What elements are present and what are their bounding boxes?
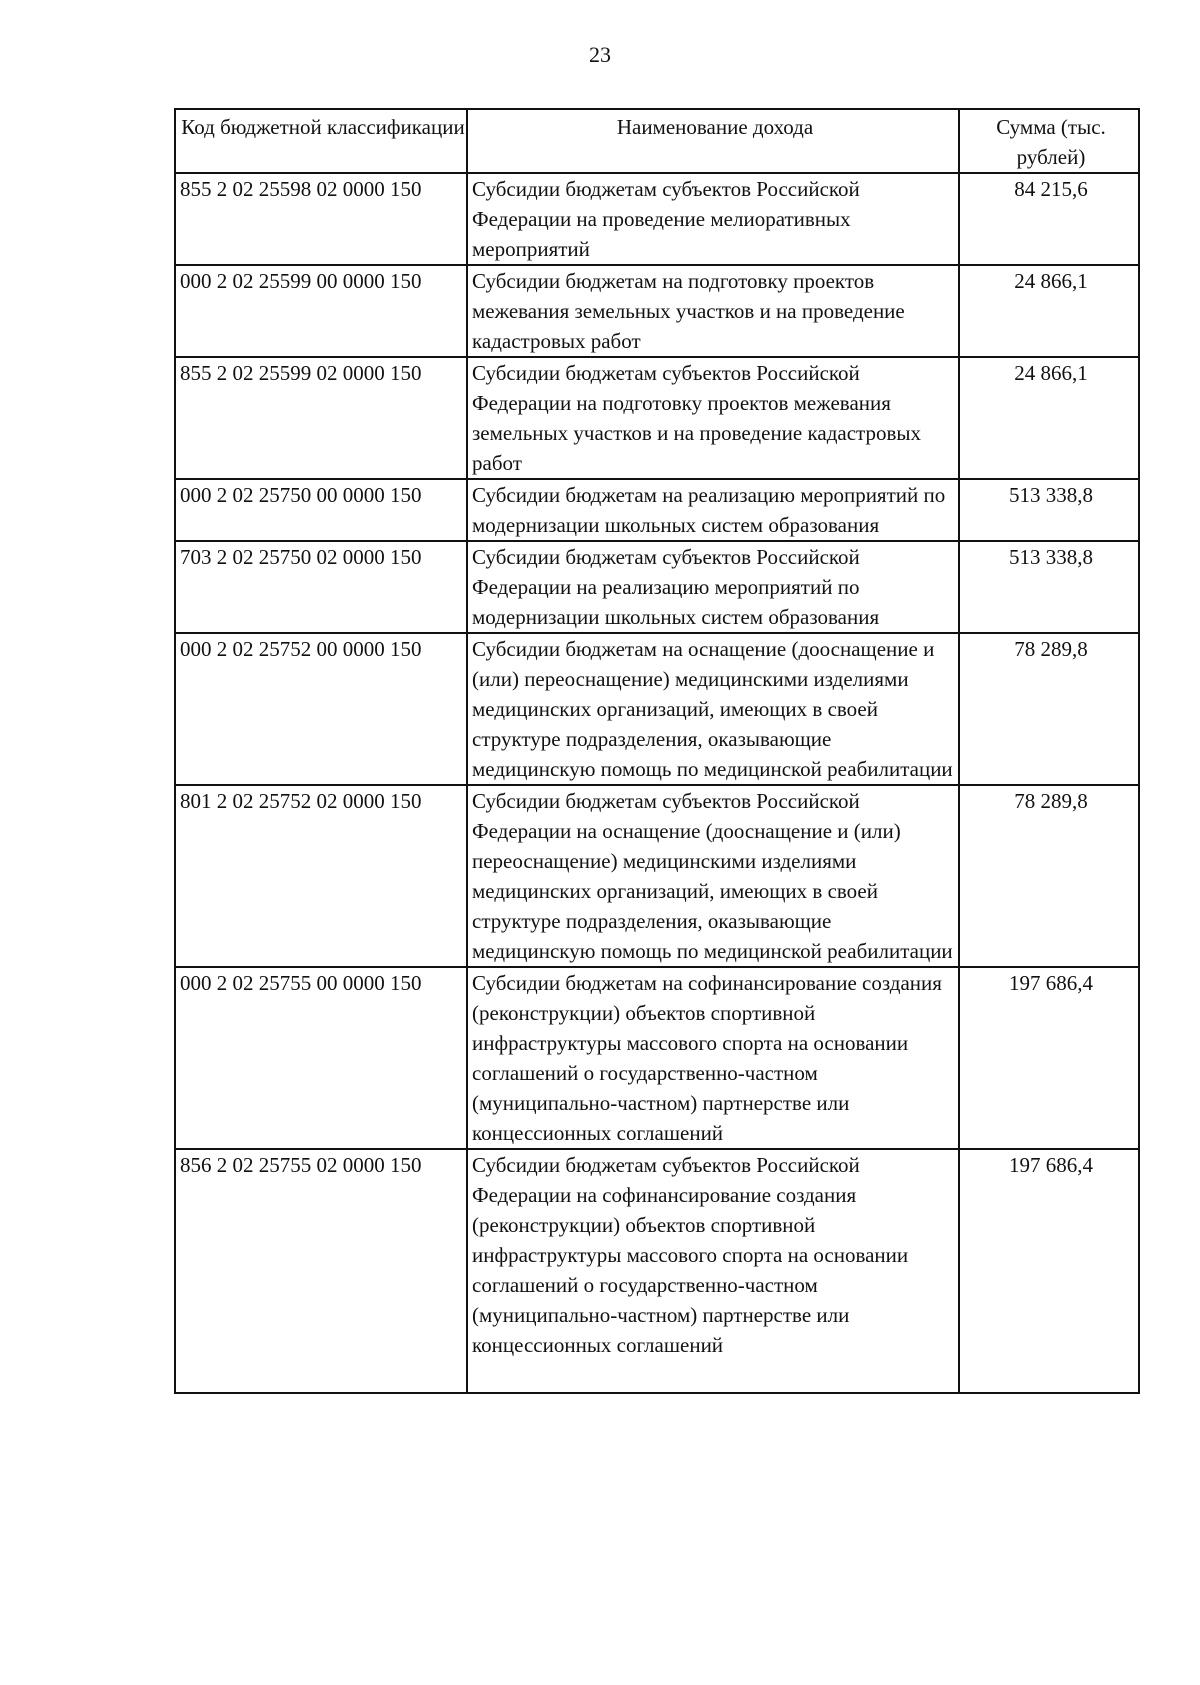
row-name: Субсидии бюджетам на реализацию мероприятий по модернизации школьных систем образования [467,479,959,541]
row-code: 000 2 02 25750 00 0000 150 [175,479,467,541]
row-name: Субсидии бюджетам субъектов Российской Федерации на софинансирование создания (реконструкции) объектов спортивной инфраструктуры массового спорта на основании соглашений о государственно-частном (муниципально-частном) партнерстве или концессионных соглашений [467,1149,959,1393]
row-name: Субсидии бюджетам субъектов Российской Федерации на проведение мелиоративных мероприятий [467,173,959,265]
table-row [175,479,1139,541]
table-row [175,357,1139,479]
row-sum: 197 686,4 [959,967,1139,1149]
row-name: Субсидии бюджетам субъектов Российской Федерации на подготовку проектов межевания земельных участков и на проведение кадастровых работ [467,357,959,479]
table-row [175,265,1139,357]
row-sum: 84 215,6 [959,173,1139,265]
table-row [175,1149,1139,1393]
row-sum: 197 686,4 [959,1149,1139,1393]
table-row [175,633,1139,785]
row-code: 855 2 02 25599 02 0000 150 [175,357,467,479]
table-header-row [175,109,1139,173]
table-row [175,173,1139,265]
row-code: 801 2 02 25752 02 0000 150 [175,785,467,967]
budget-table [174,108,1140,1394]
row-code: 000 2 02 25599 00 0000 150 [175,265,467,357]
row-sum: 24 866,1 [959,357,1139,479]
row-name: Субсидии бюджетам субъектов Российской Федерации на оснащение (дооснащение и (или) переоснащение) медицинскими изделиями медицинских организаций, имеющих в своей структуре подразделения, оказывающие медицинскую помощь по медицинской реабилитации [467,785,959,967]
page-number: 23 [589,42,611,67]
table-row [175,541,1139,633]
header-code: Код бюджетной классификации [175,109,467,173]
row-name: Субсидии бюджетам на подготовку проектов межевания земельных участков и на проведение кадастровых работ [467,265,959,357]
row-code: 703 2 02 25750 02 0000 150 [175,541,467,633]
row-code: 855 2 02 25598 02 0000 150 [175,173,467,265]
row-sum: 78 289,8 [959,785,1139,967]
header-sum: Сумма (тыс. рублей) [959,109,1139,173]
row-sum: 78 289,8 [959,633,1139,785]
row-code: 856 2 02 25755 02 0000 150 [175,1149,467,1393]
table-row [175,785,1139,967]
row-name: Субсидии бюджетам на софинансирование создания (реконструкции) объектов спортивной инфраструктуры массового спорта на основании соглашений о государственно-частном (муниципально-частном) партнерстве или концессионных соглашений [467,967,959,1149]
row-name: Субсидии бюджетам субъектов Российской Федерации на реализацию мероприятий по модернизации школьных систем образования [467,541,959,633]
row-name: Субсидии бюджетам на оснащение (дооснащение и (или) переоснащение) медицинскими изделиями медицинских организаций, имеющих в своей структуре подразделения, оказывающие медицинскую помощь по медицинской реабилитации [467,633,959,785]
row-code: 000 2 02 25752 00 0000 150 [175,633,467,785]
row-sum: 513 338,8 [959,479,1139,541]
row-code: 000 2 02 25755 00 0000 150 [175,967,467,1149]
table-row [175,967,1139,1149]
header-name: Наименование дохода [467,109,959,173]
row-sum: 24 866,1 [959,265,1139,357]
row-sum: 513 338,8 [959,541,1139,633]
